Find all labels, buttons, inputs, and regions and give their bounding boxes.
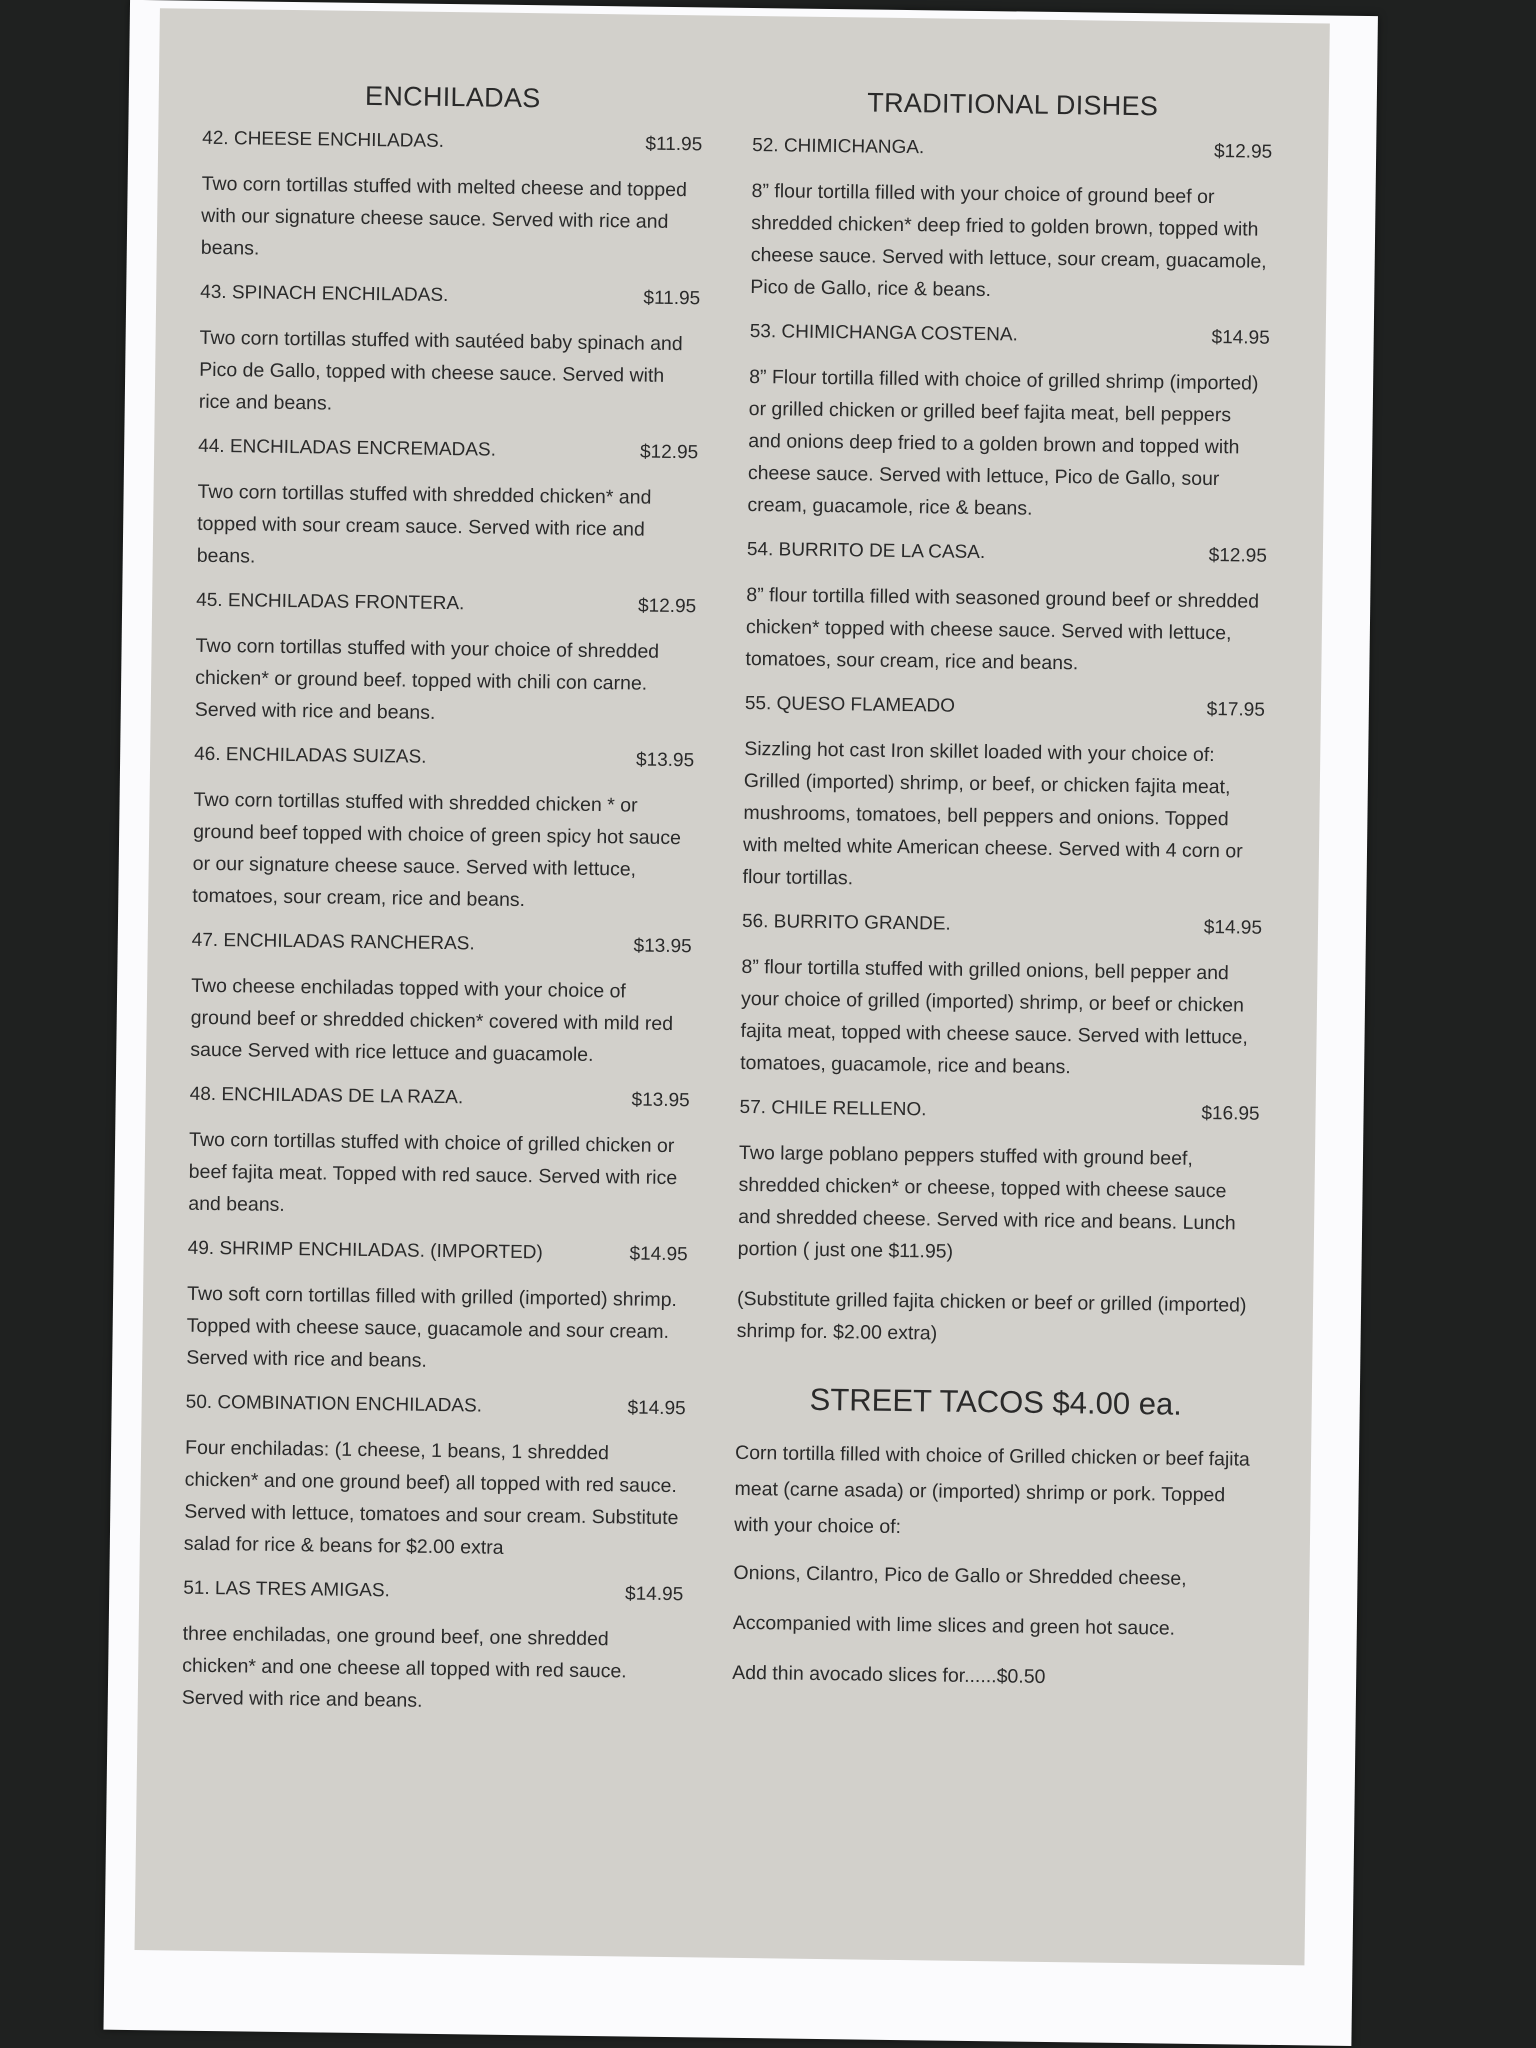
menu-item-name: 44. ENCHILADAS ENCREMADAS.: [198, 435, 497, 461]
menu-item-name: 56. BURRITO GRANDE.: [741, 910, 951, 935]
menu-item-description: 8” flour tortilla filled with seasoned ground beef or shredded chicken* topped with cheese sauce. Served with lettuce, tomatoes, sour cream, rice and beans.: [745, 583, 1260, 675]
menu-panel: [135, 8, 1330, 1965]
menu-item-name: 42. CHEESE ENCHILADAS.: [202, 127, 445, 152]
menu-item: [742, 693, 1265, 900]
menu-item: [192, 744, 694, 919]
menu-item-price: $12.95: [1208, 545, 1268, 567]
menu-item-price: $14.95: [629, 1243, 688, 1266]
menu-item-description: Two corn tortillas stuffed with melted cheese and topped with our signature cheese sauce. Served with rice and beans.: [200, 172, 688, 260]
menu-item-price: $17.95: [1206, 698, 1265, 721]
menu-item-name: 43. SPINACH ENCHILADAS.: [200, 281, 449, 307]
menu-item-name: 48. ENCHILADAS DE LA RAZA.: [189, 1083, 464, 1109]
menu-item-header: [190, 1084, 690, 1113]
menu-item-description: Two corn tortillas stuffed with sautéed baby spinach and Pico de Gallo, topped with cheese sauce. Served with rice and beans.: [198, 326, 683, 415]
menu-item: [745, 539, 1267, 682]
menu-item-price: $13.95: [635, 749, 695, 772]
menu-item-description: three enchiladas, one ground beef, one shredded chicken* and one cheese all topped with red sauce. Served with rice and beans.: [181, 1622, 627, 1712]
menu-paper: [103, 0, 1377, 2046]
menu-item-name: 51. LAS TRES AMIGAS.: [183, 1577, 391, 1602]
menu-item-price: $11.95: [645, 133, 703, 156]
enchiladas-heading: ENCHILADAS: [364, 80, 541, 114]
menu-item-header: [742, 911, 1262, 940]
menu-item-header: [183, 1578, 683, 1607]
enchiladas-list: [181, 128, 702, 1738]
traditional-heading: TRADITIONAL DISHES: [867, 87, 1159, 122]
menu-item-header: [196, 590, 696, 619]
menu-item-description: Two corn tortillas stuffed with shredded chicken * or ground beef topped with choice of green spicy hot sauce or our signature cheese sauce. Served with lettuce, tomatoes, sour cream, rice and beans.: [192, 788, 682, 912]
traditional-column: [728, 86, 1272, 1965]
menu-item: [740, 911, 1262, 1086]
menu-item-price: $14.95: [627, 1397, 686, 1420]
menu-item-name: 47. ENCHILADAS RANCHERAS.: [191, 929, 475, 955]
menu-item-header: [186, 1392, 686, 1421]
menu-item: [201, 128, 703, 271]
menu-item: [747, 321, 1270, 528]
menu-item-name: 52. CHIMICHANGA.: [752, 134, 925, 159]
street-tacos-addon: Add thin avocado slices for......$0.50: [732, 1661, 1046, 1688]
substitute-note: (Substitute grilled fajita chicken or beef or grilled (imported) shrimp for. $2.00 extra): [736, 1287, 1247, 1345]
menu-item-name: 50. COMBINATION ENCHILADAS.: [185, 1391, 483, 1417]
menu-item-price: $11.95: [643, 287, 701, 310]
menu-item-header: [739, 1097, 1259, 1126]
menu-item-header: [188, 1238, 688, 1267]
menu-item: [184, 1392, 686, 1567]
menu-item: [186, 1238, 688, 1381]
menu-item-description: 8” Flour tortilla filled with choice of grilled shrimp (imported) or grilled chicken or grilled beef fajita meat, bell peppers and onions deep fried to a golden brown and topped with cheese sauce. Served with lettuce, Pico de Gallo, sour cream, guacamole, rice & beans.: [747, 365, 1259, 520]
menu-item-description: Two corn tortillas stuffed with shredded chicken* and topped with sour cream sauce. Served with rice and beans.: [196, 480, 652, 568]
menu-item-price: $14.95: [1203, 916, 1263, 939]
street-tacos-heading: STREET TACOS $4.00 ea.: [809, 1381, 1183, 1422]
menu-item-header: [192, 930, 692, 959]
menu-item-header: [747, 539, 1267, 568]
enchiladas-column: [179, 79, 703, 1957]
menu-item: [188, 1084, 690, 1227]
menu-item-description: Two cheese enchiladas topped with your choice of ground beef or shredded chicken* covered with mild red sauce Served with rice lettuce and guacamole.: [190, 974, 674, 1066]
menu-item-description: Two large poblano peppers stuffed with ground beef, shredded chicken* or cheese, topped with cheese sauce and shredded cheese. Served with rice and beans. Lunch portion ( just one $11.95): [737, 1141, 1236, 1263]
menu-item-header: [200, 282, 700, 311]
menu-item-header: [198, 436, 698, 465]
menu-item-price: $16.95: [1201, 1102, 1260, 1125]
menu-item-description: Sizzling hot cast Iron skillet loaded with your choice of: Grilled (imported) shrimp, or beef, or chicken fajita meat, mushrooms, tomatoes, bell peppers and onions. Topped with melted white American cheese. Served with 4 corn or flour tortillas.: [742, 737, 1243, 890]
menu-item: [195, 590, 697, 733]
menu-item-description: Two corn tortillas stuffed with your choice of shredded chicken* or ground beef. topped with chili con carne. Served with rice and beans.: [194, 634, 660, 724]
menu-item: [197, 436, 699, 579]
menu-item-price: $12.95: [639, 441, 699, 464]
menu-item: [738, 1097, 1260, 1272]
menu-item-name: 46. ENCHILADAS SUIZAS.: [194, 743, 427, 768]
menu-item-description: 8” flour tortilla stuffed with grilled onions, bell pepper and your choice of grilled (imported) shrimp, or beef or chicken fajita meat, topped with cheese sauce. Served with lettuce, tomatoes, guacamole, rice and beans.: [740, 955, 1249, 1079]
menu-item-name: 54. BURRITO DE LA CASA.: [746, 538, 986, 564]
menu-item: [750, 135, 1272, 310]
menu-item-name: 55. QUESO FLAMEADO: [744, 692, 956, 717]
menu-item-price: $14.95: [624, 1583, 684, 1606]
menu-item-price: $14.95: [1211, 327, 1270, 349]
menu-item-description: Two soft corn tortillas filled with grilled (imported) shrimp. Topped with cheese sauce, guacamole and sour cream. Served with rice and beans.: [186, 1282, 678, 1372]
menu-item-name: 49. SHRIMP ENCHILADAS. (IMPORTED): [187, 1237, 543, 1264]
menu-item-description: 8” flour tortilla filled with your choice of ground beef or shredded chicken* deep fried to golden brown, topped with cheese sauce. Served with lettuce, sour cream, guacamole, Pico de Gallo, rice & beans.: [750, 179, 1267, 302]
menu-item-price: $13.95: [631, 1089, 690, 1112]
menu-item-name: 53. CHIMICHANGA COSTENA.: [749, 320, 1019, 346]
menu-item: [199, 282, 701, 425]
street-tacos-description: Corn tortilla filled with choice of Grilled chicken or beef fajita meat (carne asada) or (imported) shrimp or pork. Topped with your choice of:: [733, 1441, 1251, 1539]
menu-item-header: [745, 693, 1265, 722]
menu-item-name: 57. CHILE RELLENO.: [739, 1096, 927, 1121]
menu-item-price: $12.95: [1213, 141, 1273, 163]
menu-item: [190, 930, 692, 1073]
menu-item: [182, 1578, 684, 1721]
menu-item-header: [750, 321, 1270, 350]
street-tacos-toppings: Onions, Cilantro, Pico de Gallo or Shredded cheese,: [733, 1561, 1187, 1590]
menu-item-price: $12.95: [637, 595, 697, 618]
menu-item-header: [752, 135, 1272, 164]
traditional-list: [737, 135, 1272, 1290]
street-tacos-accompaniment: Accompanied with lime slices and green hot sauce.: [732, 1611, 1176, 1640]
menu-item-name: 45. ENCHILADAS FRONTERA.: [196, 589, 465, 615]
menu-item-header: [194, 744, 694, 773]
menu-item-price: $13.95: [633, 935, 692, 958]
menu-item-description: Two corn tortillas stuffed with choice of grilled chicken or beef fajita meat. Topped with red sauce. Served with rice and beans.: [188, 1128, 678, 1216]
menu-item-header: [202, 128, 702, 157]
menu-item-description: Four enchiladas: (1 cheese, 1 beans, 1 shredded chicken* and one ground beef) all topped with red sauce. Served with lettuce, tomatoes and sour cream. Substitute salad for rice & beans for $2.00 extra: [183, 1436, 679, 1559]
